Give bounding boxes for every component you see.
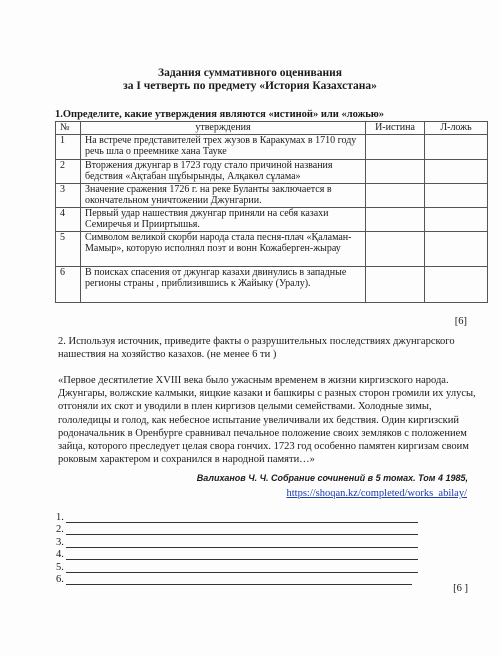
row-number: 2 xyxy=(56,159,81,183)
row-number: 6 xyxy=(56,266,81,302)
true-answer-cell[interactable] xyxy=(366,266,425,302)
table-row xyxy=(56,159,488,183)
answer-blank[interactable] xyxy=(66,550,418,560)
answer-number: 1. xyxy=(56,511,64,523)
answer-number: 3. xyxy=(56,536,64,548)
header-false: Л-ложь xyxy=(425,122,488,135)
answer-number: 6. xyxy=(56,574,64,585)
true-answer-cell[interactable] xyxy=(366,159,425,183)
answer-blank[interactable] xyxy=(66,563,418,573)
answer-line-6[interactable] xyxy=(56,573,418,586)
source-quote: «Первое десятилетие XVIII века было ужасным временем в жизни киргизского народа. Джунгары, волжские калмыки, яицкие казаки и башкиры с разных сторон громили их улусы, отгоняли их скот и уводили в плен киргизов целыми семействами. Холодные зимы, гололедицы и голод, как небесное испытание увеличивали их бедствия. Один киргизский родоначальник в Оренбурге сравнивал печальное положение своих земляков с положением зайца, которого преследует целая свора гончих. 1723 год особенно памятен киргизам своим роковым характером и сохранился в народной памяти…» xyxy=(58,375,476,466)
table-row xyxy=(56,183,488,207)
question-2-score: [6 ] xyxy=(453,583,468,594)
answer-lines xyxy=(56,510,418,585)
table-row xyxy=(56,266,488,302)
row-number: 1 xyxy=(56,134,81,159)
header-number: № xyxy=(56,122,81,135)
answer-number: 4. xyxy=(56,549,64,560)
answer-line-1[interactable] xyxy=(56,510,418,523)
row-statement: Первый удар нашествия джунгар приняли на себя казахи Семиречья и Прииртышья. xyxy=(81,207,366,231)
header-true: И-истина xyxy=(366,122,425,135)
question-1-score: [6] xyxy=(454,316,467,327)
question-1-text: 1.Определите, какие утверждения являются «истиной» или «ложью» xyxy=(55,109,385,120)
row-statement: Символом великой скорби народа стала песня-плач «Қаламан-Мамыр», которую исполнял поэт и вонн Кожаберген-жырау xyxy=(81,231,366,266)
row-number: 5 xyxy=(56,231,81,266)
answer-number: 5. xyxy=(56,561,64,573)
true-answer-cell[interactable] xyxy=(366,134,425,159)
table-row xyxy=(56,134,488,159)
source-citation: Валиханов Ч. Ч. Собрание сочинений в 5 томах. Том 4 1985, xyxy=(196,473,468,483)
row-statement: На встрече представителей трех жузов в Каракумах в 1710 году речь шла о преемнике хана Тауке xyxy=(81,134,366,159)
row-number: 4 xyxy=(56,207,81,231)
false-answer-cell[interactable] xyxy=(425,207,488,231)
row-statement: Вторжения джунгар в 1723 году стало причиной названия бедствия «Ақтабан шұбырынды, Алқакөл сұлама» xyxy=(81,159,366,183)
false-answer-cell[interactable] xyxy=(425,159,488,183)
answer-line-5[interactable] xyxy=(56,560,418,573)
answer-line-2[interactable] xyxy=(56,523,418,536)
true-answer-cell[interactable] xyxy=(366,231,425,266)
row-number: 3 xyxy=(56,183,81,207)
answer-blank[interactable] xyxy=(66,525,418,535)
row-statement: В поисках спасения от джунгар казахи двинулись в западные регионы страны , приблизившись к Жайыку (Уралу). xyxy=(81,266,366,302)
false-answer-cell[interactable] xyxy=(425,266,488,302)
answer-line-3[interactable] xyxy=(56,535,418,548)
statements-table xyxy=(55,121,488,303)
false-answer-cell[interactable] xyxy=(425,134,488,159)
header-statements: утверждения xyxy=(81,122,366,135)
true-answer-cell[interactable] xyxy=(366,183,425,207)
table-header-row xyxy=(56,122,488,135)
row-statement: Значение сражения 1726 г. на реке Буланты заключается в окончательном уничтожении Джунгарии. xyxy=(81,183,366,207)
answer-blank[interactable] xyxy=(66,575,412,585)
answer-number: 2. xyxy=(56,524,64,535)
answer-line-4[interactable] xyxy=(56,548,418,561)
title-line-2: за I четверть по предмету «История Казахстана» xyxy=(123,80,377,92)
false-answer-cell[interactable] xyxy=(425,183,488,207)
table-row xyxy=(56,231,488,266)
question-2-text: 2. Используя источник, приведите факты о разрушительных последствиях джунгарского нашествия на хозяйство казахов. (не менее 6 ти ) xyxy=(58,336,455,360)
answer-blank[interactable] xyxy=(66,538,418,548)
table-row xyxy=(56,207,488,231)
answer-blank[interactable] xyxy=(66,513,418,523)
title-line-1: Задания суммативного оценивания xyxy=(158,67,342,79)
false-answer-cell[interactable] xyxy=(425,231,488,266)
true-answer-cell[interactable] xyxy=(366,207,425,231)
source-link[interactable]: https://shoqan.kz/completed/works_abilay/ xyxy=(286,488,467,499)
page-title xyxy=(0,67,500,93)
